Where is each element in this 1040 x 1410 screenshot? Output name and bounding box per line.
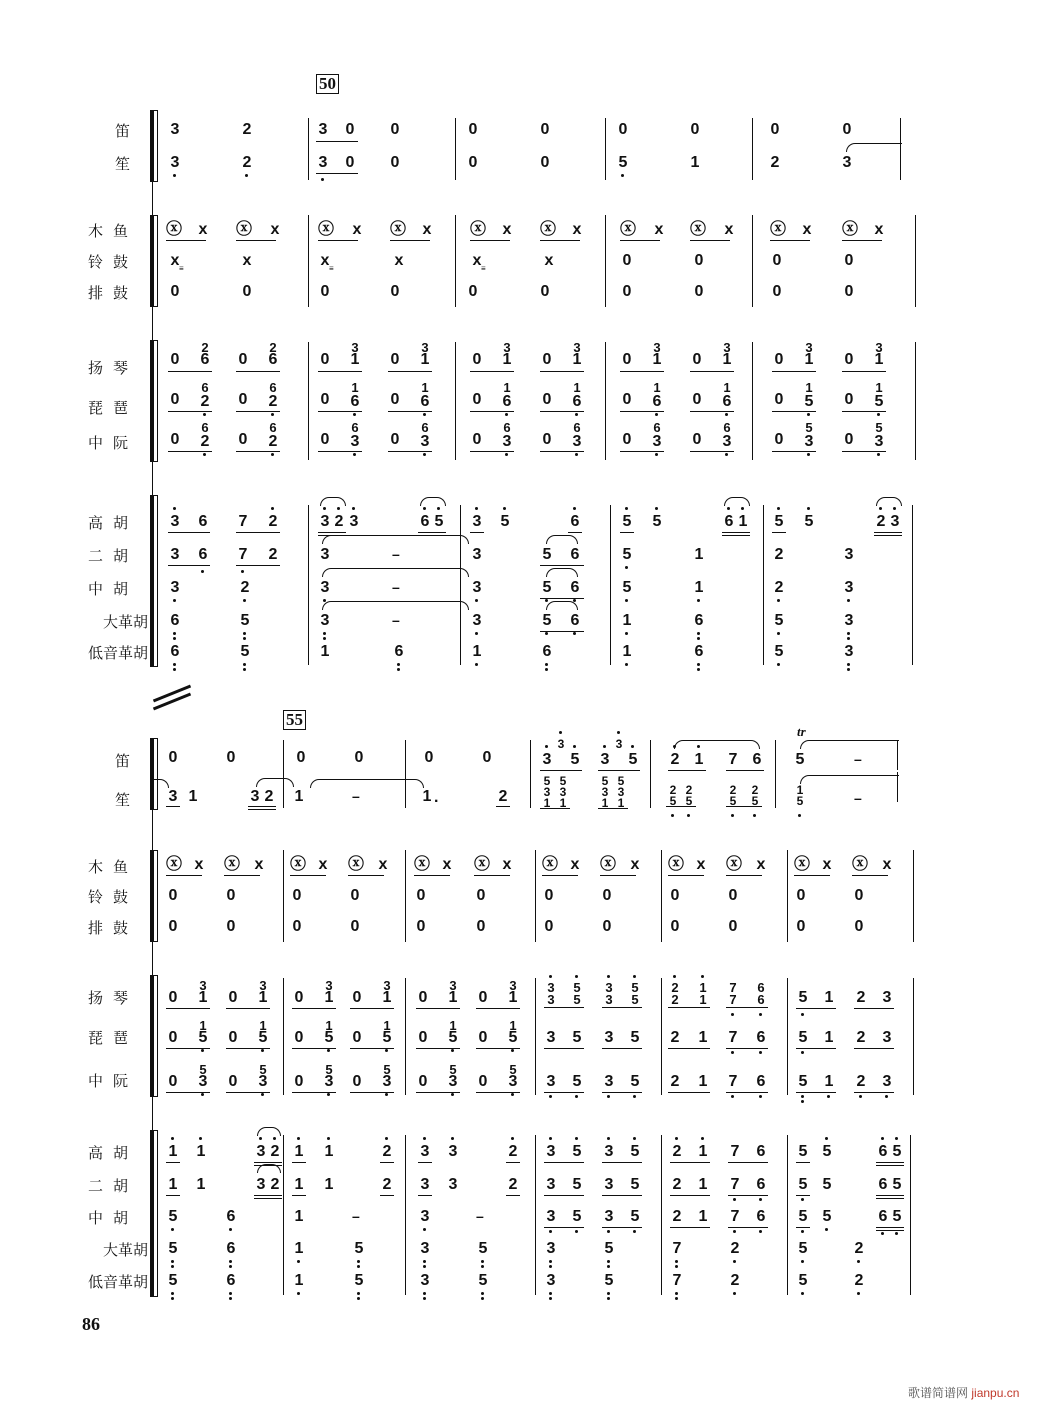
system-separator-icon bbox=[153, 693, 191, 711]
instrument-label-dagehu: 大革胡 bbox=[102, 613, 148, 631]
instrument-label-di: 笛 bbox=[114, 752, 130, 770]
winds-bracket bbox=[150, 738, 158, 810]
instrument-label-muyu: 木鱼 bbox=[87, 222, 138, 240]
instrument-label-linggu: 铃鼓 bbox=[87, 888, 138, 906]
instrument-label-diyingehu: 低音革胡 bbox=[87, 1273, 148, 1291]
bowed-bracket bbox=[150, 495, 158, 667]
instrument-label-dagehu: 大革胡 bbox=[102, 1241, 148, 1259]
instrument-label-sheng: 笙 bbox=[114, 155, 130, 173]
instrument-label-pipa: 琵琶 bbox=[87, 399, 138, 417]
instrument-label-di: 笛 bbox=[114, 122, 130, 140]
instrument-label-erhu: 二胡 bbox=[87, 547, 138, 565]
instrument-label-yangqin: 扬琴 bbox=[87, 989, 138, 1007]
instrument-label-zhongruan: 中阮 bbox=[87, 434, 138, 452]
instrument-label-zhonghu: 中胡 bbox=[87, 1209, 138, 1227]
instrument-label-diyingehu: 低音革胡 bbox=[87, 644, 148, 662]
instrument-label-erhu: 二胡 bbox=[87, 1177, 138, 1195]
winds-bracket bbox=[150, 110, 158, 182]
percussion-bracket bbox=[150, 850, 158, 942]
percussion-bracket bbox=[150, 215, 158, 307]
instrument-label-pipa: 琵琶 bbox=[87, 1029, 138, 1047]
instrument-label-sheng: 笙 bbox=[114, 791, 130, 809]
plucked-bracket bbox=[150, 340, 158, 462]
instrument-label-zhonghu: 中胡 bbox=[87, 580, 138, 598]
instrument-label-gaohu: 高胡 bbox=[87, 1144, 138, 1162]
instrument-label-linggu: 铃鼓 bbox=[87, 253, 138, 271]
instrument-label-yangqin: 扬琴 bbox=[87, 359, 138, 377]
rehearsal-mark-50: 50 bbox=[316, 74, 339, 94]
instrument-label-zhongruan: 中阮 bbox=[87, 1072, 138, 1090]
rehearsal-mark-55: 55 bbox=[283, 710, 306, 730]
instrument-label-gaohu: 高胡 bbox=[87, 514, 138, 532]
plucked-bracket bbox=[150, 975, 158, 1097]
page-number: 86 bbox=[82, 1314, 100, 1334]
watermark-url: jianpu.cn bbox=[971, 1386, 1020, 1400]
watermark[interactable] bbox=[908, 1384, 1019, 1401]
instrument-label-paigu: 排鼓 bbox=[87, 284, 138, 302]
instrument-label-paigu: 排鼓 bbox=[87, 919, 138, 937]
watermark-cn: 歌谱简谱网 bbox=[908, 1386, 969, 1400]
bowed-bracket bbox=[150, 1130, 158, 1297]
instrument-label-muyu: 木鱼 bbox=[87, 858, 138, 876]
